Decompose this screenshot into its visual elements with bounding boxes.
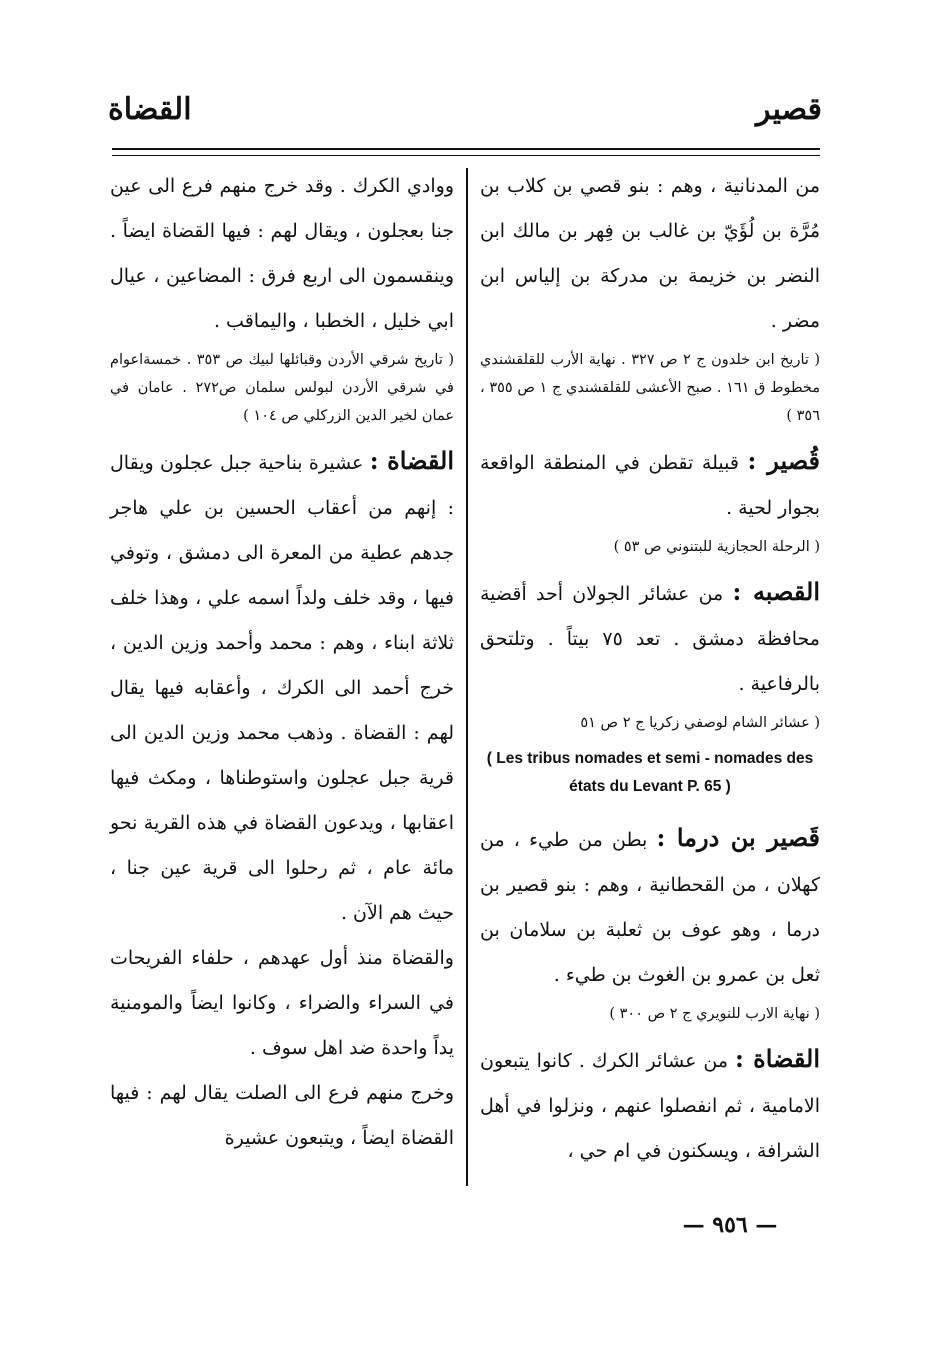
running-header-right: قصير [756, 92, 822, 127]
right-entry-2 [480, 569, 820, 707]
entry-heading: القضاة : [369, 446, 454, 475]
right-reference-4: ( نهاية الارب للنويري ج ٢ ص ٣٠٠ ) [609, 1006, 820, 1022]
running-header-left: القضاة [108, 92, 192, 127]
right-reference-3: ( عشائر الشام لوصفي زكريا ج ٢ ص ٥١ [580, 715, 820, 731]
left-entry-1 [110, 438, 454, 936]
right-reference-2: ( الرحلة الحجازية للبتنوني ص ٥٣ ) [613, 539, 820, 555]
entry-text: بطن من طيء ، من كهلان ، من القحطانية ، وهم : بنو قصير بن درما ، وهو عوف بن ثعلبة بن سلامان بن ثعل بن عمرو بن الغوث بن طيء . [480, 829, 820, 986]
left-paragraph-2: والقضاة منذ أول عهدهم ، حلفاء الفريحات في السراء والضراء ، وكانوا ايضاً والمومنية يداً واحدة ضد اهل سوف . [110, 947, 454, 1059]
entry-text: قبيلة تقطن في المنطقة الواقعة بجوار لحية . [480, 452, 820, 519]
right-reference-1: ( تاريخ ابن خلدون ج ٢ ص ٣٢٧ . نهاية الأرب للقلقشندي مخطوط ق ١٦١ . صبح الأعشى للقلقشندي ج ١ ص ٣٥٥ ، ٣٥٦ ) [480, 352, 821, 424]
right-column [480, 164, 820, 1174]
right-entry-4 [480, 1036, 820, 1174]
right-entry-3 [480, 815, 820, 998]
page-number: — ٩٥٦ — [682, 1212, 778, 1238]
right-paragraph-1: من المدنانية ، وهم : بنو قصي بن كلاب بن مُرَّة بن لُؤَيّ بن غالب بن فِهر بن مالك ابن النضر بن خزيمة بن مدركة بن إلياس ابن مضر . [480, 175, 820, 332]
latin-reference: ( Les tribus nomades et semi - nomades des états du Levant P. 65 ) [486, 750, 814, 795]
entry-heading: القصبه : [732, 577, 820, 606]
left-column [110, 164, 454, 1161]
entry-heading: قُصير : [747, 446, 821, 475]
left-paragraph-1: ووادي الكرك . وقد خرج منهم فرع الى عين جنا بعجلون ، ويقال لهم : فيها القضاة ايضاً . وينقسمون الى اربع فرق : المضاعين ، عيال ابي خليل ، الخطبا ، واليماقب . [110, 175, 454, 332]
left-paragraph-3: وخرج منهم فرع الى الصلت يقال لهم : فيها القضاة ايضاً ، ويتبعون عشيرة [110, 1082, 454, 1149]
entry-text: عشيرة بناحية جبل عجلون ويقال : إنهم من أعقاب الحسين بن علي هاجر جدهم عطية من المعرة الى دمشق ، وتوفي فيها ، وقد خلف ولداً اسمه علي ، وهذا خلف ثلاثة ابناء ، وهم : محمد وأحمد وزين الدين ، خرج أحمد الى الكرك ، وأعقابه فيها يقال لهم : القضاة . وذهب محمد وزين الدين الى قرية جبل عجلون واستوطناها ، ومكث فيها اعقابها ، ويدعون القضاة في هذه القرية نحو مائة عام ، ثم رحلوا الى قرية عين جنا ، حيث هم الآن . [110, 452, 454, 924]
entry-heading: القضاة : [735, 1044, 820, 1073]
header-rule-thick [112, 148, 820, 150]
entry-text: من عشائر الجولان أحد أقضية محافظة دمشق . تعد ٧٥ بيتاً . وتلتحق بالرفاعية . [480, 583, 820, 695]
entry-heading: قَصير بن درما : [656, 823, 820, 852]
header-rule-thin [112, 155, 820, 156]
right-entry-1 [480, 438, 820, 531]
entry-text: من عشائر الكرك . كانوا يتبعون الامامية ، ثم انفصلوا عنهم ، ونزلوا في أهل الشرافة ، ويسكنون في ام حي ، [480, 1050, 820, 1162]
column-divider [466, 168, 468, 1186]
left-reference-1: ( تاريخ شرقي الأردن وقبائلها لبيك ص ٣٥٣ . خمسةاعوام في شرقي الأردن لبولس سلمان ص٢٧٢ . عامان في عمان لخير الدين الزركلي ص ١٠٤ ) [110, 352, 455, 424]
